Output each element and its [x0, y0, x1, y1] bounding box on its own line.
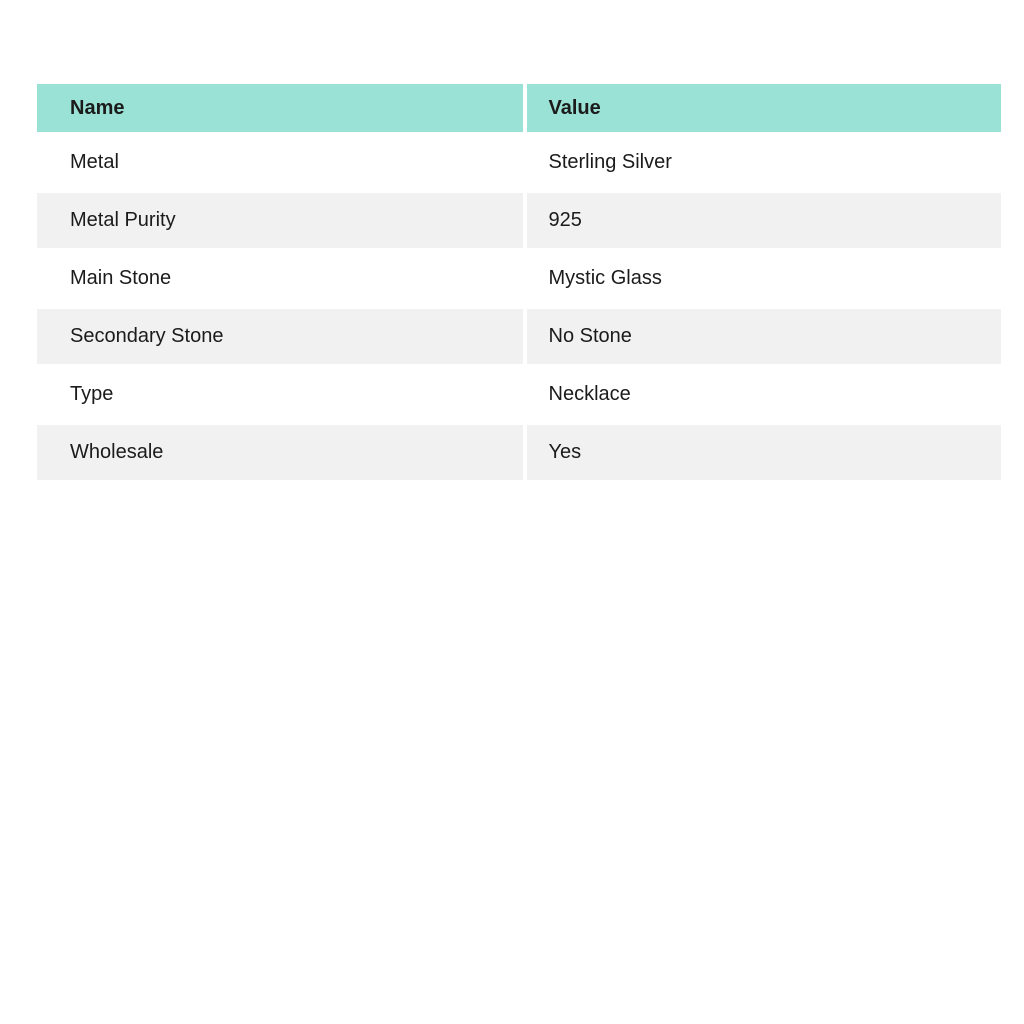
table-row — [37, 367, 1001, 422]
name-cell — [37, 309, 523, 364]
name-cell — [37, 135, 523, 190]
spec-value-label: No Stone — [548, 325, 632, 347]
spec-name-label: Metal — [70, 151, 119, 173]
column-header-name: Name — [37, 84, 523, 132]
spec-value-label: Mystic Glass — [548, 267, 662, 289]
table-header-row — [37, 84, 1001, 132]
spec-value-label: Sterling Silver — [548, 151, 672, 173]
spec-name-label: Secondary Stone — [70, 325, 224, 347]
table-row — [37, 425, 1001, 480]
table-row — [37, 193, 1001, 248]
value-cell — [527, 251, 1002, 306]
name-cell — [37, 193, 523, 248]
name-cell — [37, 251, 523, 306]
value-cell — [527, 309, 1002, 364]
value-cell — [527, 135, 1002, 190]
table-row — [37, 251, 1001, 306]
spec-value-label: 925 — [548, 209, 582, 231]
spec-name-label: Metal Purity — [70, 209, 176, 231]
table-row — [37, 309, 1001, 364]
value-cell — [527, 425, 1002, 480]
name-cell — [37, 367, 523, 422]
table-row — [37, 135, 1001, 190]
spec-table-body — [37, 135, 1001, 480]
value-cell — [527, 367, 1002, 422]
spec-name-label: Type — [70, 383, 114, 405]
spec-name-label: Main Stone — [70, 267, 172, 289]
spec-value-label: Necklace — [548, 383, 631, 405]
value-cell — [527, 193, 1002, 248]
spec-value-label: Yes — [548, 441, 582, 463]
spec-name-label: Wholesale — [70, 441, 164, 463]
name-cell — [37, 425, 523, 480]
column-header-value: Value — [527, 84, 1002, 132]
spec-table — [37, 84, 1001, 480]
